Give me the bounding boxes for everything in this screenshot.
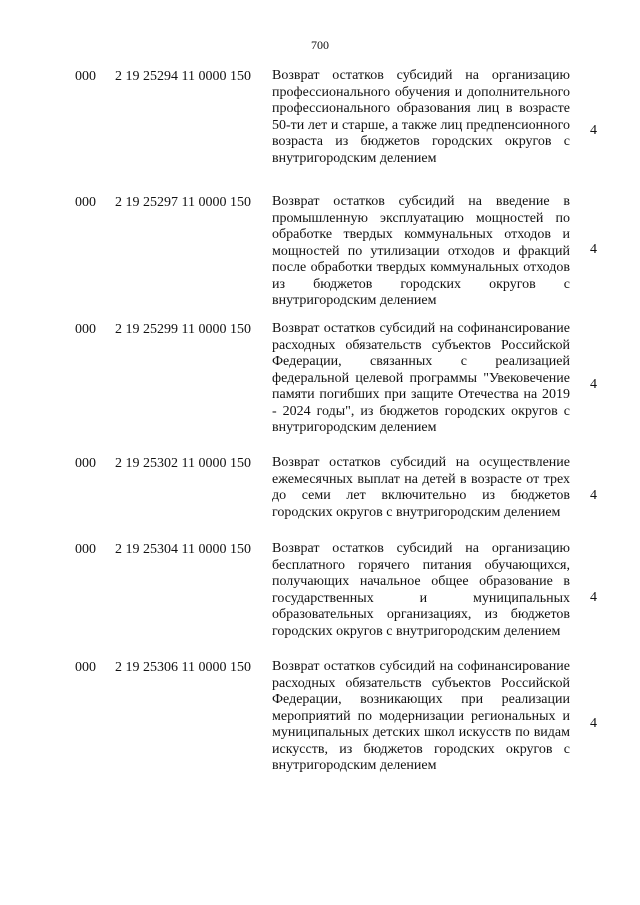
value-cell: 4 xyxy=(590,377,597,392)
value-cell: 4 xyxy=(590,590,597,605)
code-description: Возврат остатков субсидий на осуществление ежемесячных выплат на детей в возрасте от трех до семи лет включительно из бюджетов городских округов с внутригородским делением xyxy=(272,455,570,520)
kbk-code: 2 19 25299 11 0000 150 xyxy=(115,322,251,337)
table-row xyxy=(0,68,640,194)
table-row xyxy=(0,455,640,541)
budget-code-table xyxy=(0,68,640,799)
value-cell: 4 xyxy=(590,716,597,731)
kbk-code: 2 19 25306 11 0000 150 xyxy=(115,660,251,675)
kbk-code: 2 19 25302 11 0000 150 xyxy=(115,456,251,471)
admin-code: 000 xyxy=(75,542,96,557)
code-description: Возврат остатков субсидий на софинансирование расходных обязательств субъектов Российской Федерации, связанных с реализацией федеральной целевой программы "Увековечение памяти погибших при защите Отечества на 2019 - 2024 годы", из бюджетов городских округов с внутригородским делением xyxy=(272,321,570,435)
table-row xyxy=(0,194,640,321)
admin-code: 000 xyxy=(75,69,96,84)
code-description: Возврат остатков субсидий на организацию бесплатного горячего питания обучающихся, получающих начальное общее образование в государственных и муниципальных образовательных организациях, из бюджетов городских округов с внутригородским делением xyxy=(272,541,570,639)
kbk-code: 2 19 25297 11 0000 150 xyxy=(115,195,251,210)
kbk-code: 2 19 25304 11 0000 150 xyxy=(115,542,251,557)
value-cell: 4 xyxy=(590,488,597,503)
admin-code: 000 xyxy=(75,322,96,337)
admin-code: 000 xyxy=(75,660,96,675)
table-row xyxy=(0,659,640,799)
value-cell: 4 xyxy=(590,123,597,138)
admin-code: 000 xyxy=(75,456,96,471)
code-description: Возврат остатков субсидий на софинансирование расходных обязательств субъектов Российской Федерации, возникающих при реализации мероприятий по модернизации региональных и муниципальных детских школ искусств по видам искусств, из бюджетов городских округов с внутригородским делением xyxy=(272,659,570,773)
table-row xyxy=(0,541,640,659)
page-number: 700 xyxy=(311,38,329,52)
value-cell: 4 xyxy=(590,242,597,257)
table-row xyxy=(0,321,640,455)
code-description: Возврат остатков субсидий на введение в промышленную эксплуатацию мощностей по обработке твердых коммунальных отходов и мощностей по утилизации отходов и фракций после обработки твердых коммунальных отходов из бюджетов городских округов с внутригородским делением xyxy=(272,194,570,308)
kbk-code: 2 19 25294 11 0000 150 xyxy=(115,69,251,84)
admin-code: 000 xyxy=(75,195,96,210)
code-description: Возврат остатков субсидий на организацию профессионального обучения и дополнительного профессионального образования лиц в возрасте 50-ти лет и старше, а также лиц предпенсионного возраста из бюджетов городских округов с внутригородским делением xyxy=(272,68,570,166)
